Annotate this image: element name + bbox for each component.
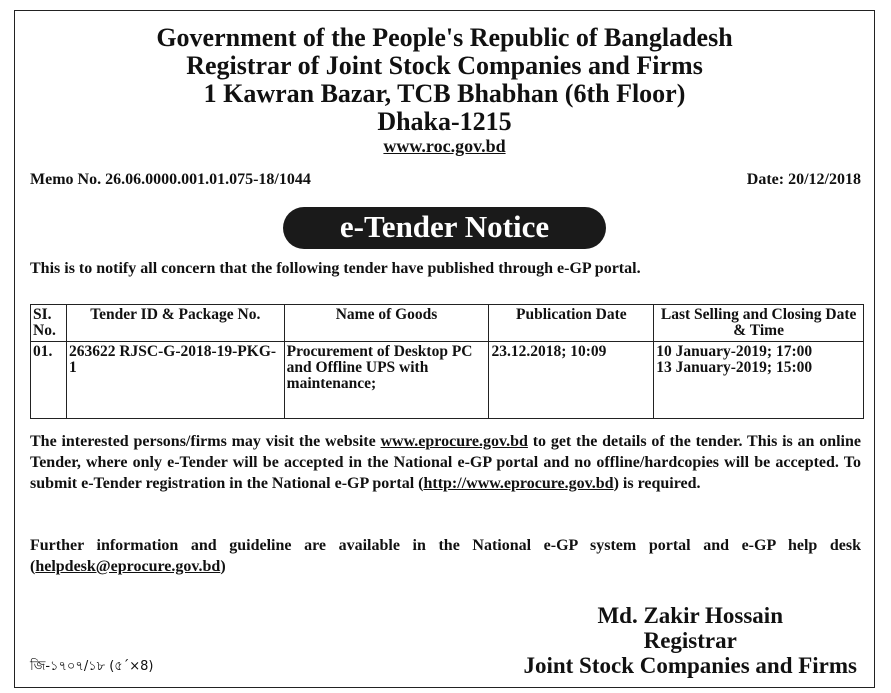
header (14, 24, 875, 156)
advert-code: জি-১৭০৭/১৮ (৫´×8) (30, 659, 154, 674)
office-line: Registrar of Joint Stock Companies and Firms (186, 51, 703, 80)
signature-block (523, 603, 857, 678)
helpdesk-email-link[interactable]: helpdesk@eprocure.gov.bd (35, 558, 221, 575)
notice-title: e-Tender Notice (283, 207, 606, 249)
intro-text: This is to notify all concern that the following tender have published through e-GP portal. (30, 260, 641, 277)
eprocure-link[interactable]: www.eprocure.gov.bd (380, 433, 528, 450)
eprocure-url-link[interactable]: http://www.eprocure.gov.bd (423, 475, 614, 492)
signatory-office: Joint Stock Companies and Firms (523, 653, 857, 678)
col-header-publication: Publication Date (489, 305, 654, 342)
adjacent-clipping-right (878, 0, 891, 693)
details-text-a: The interested persons/firms may visit the website (30, 433, 381, 450)
col-header-sl: SI. No. (31, 305, 67, 342)
selling-date: 10 January-2019; 17:00 (656, 343, 813, 360)
cell-closing (654, 342, 864, 419)
city-line: Dhaka-1215 (377, 107, 512, 136)
memo-row (30, 171, 861, 189)
table-header-row (31, 305, 864, 342)
tender-table (30, 304, 864, 419)
col-header-tender-id: Tender ID & Package No. (66, 305, 284, 342)
cell-publication: 23.12.2018; 10:09 (489, 342, 654, 419)
col-header-closing: Last Selling and Closing Date & Time (654, 305, 864, 342)
adjacent-clipping-top (0, 0, 878, 8)
website-link[interactable]: www.roc.gov.bd (383, 136, 506, 156)
col-header-goods: Name of Goods (284, 305, 489, 342)
address-line: 1 Kawran Bazar, TCB Bhabhan (6th Floor) (203, 79, 686, 108)
government-line: Government of the People's Republic of Bangladesh (156, 23, 733, 52)
cell-tender-id: 263622 RJSC-G-2018-19-PKG-1 (66, 342, 284, 419)
signatory-name: Md. Zakir Hossain (597, 603, 783, 628)
helpdesk-text-b: ) (220, 558, 226, 575)
memo-number: Memo No. 26.06.0000.001.01.075-18/1044 (30, 171, 311, 188)
helpdesk-text-a: Further information and guideline are available in the National e-GP system portal and e-GP help desk ( (30, 537, 861, 575)
memo-date: Date: 20/12/2018 (746, 171, 861, 188)
details-paragraph (30, 431, 861, 494)
details-text-b: to get the details of the tender. This is an online Tender, where only e-Tender will be accepted in the National e-GP portal and no offline/hardcopies will be accepted. To submit e-Tender registration in the National e-GP portal ( (30, 433, 862, 492)
details-text-c: ) is required. (613, 475, 701, 492)
signatory-title: Registrar (643, 628, 737, 653)
table-row (31, 342, 864, 419)
closing-date: 13 January-2019; 15:00 (656, 359, 813, 376)
cell-goods: Procurement of Desktop PC and Offline UPS with maintenance; (284, 342, 489, 419)
cell-sl: 01. (31, 342, 67, 419)
helpdesk-paragraph (30, 535, 861, 577)
